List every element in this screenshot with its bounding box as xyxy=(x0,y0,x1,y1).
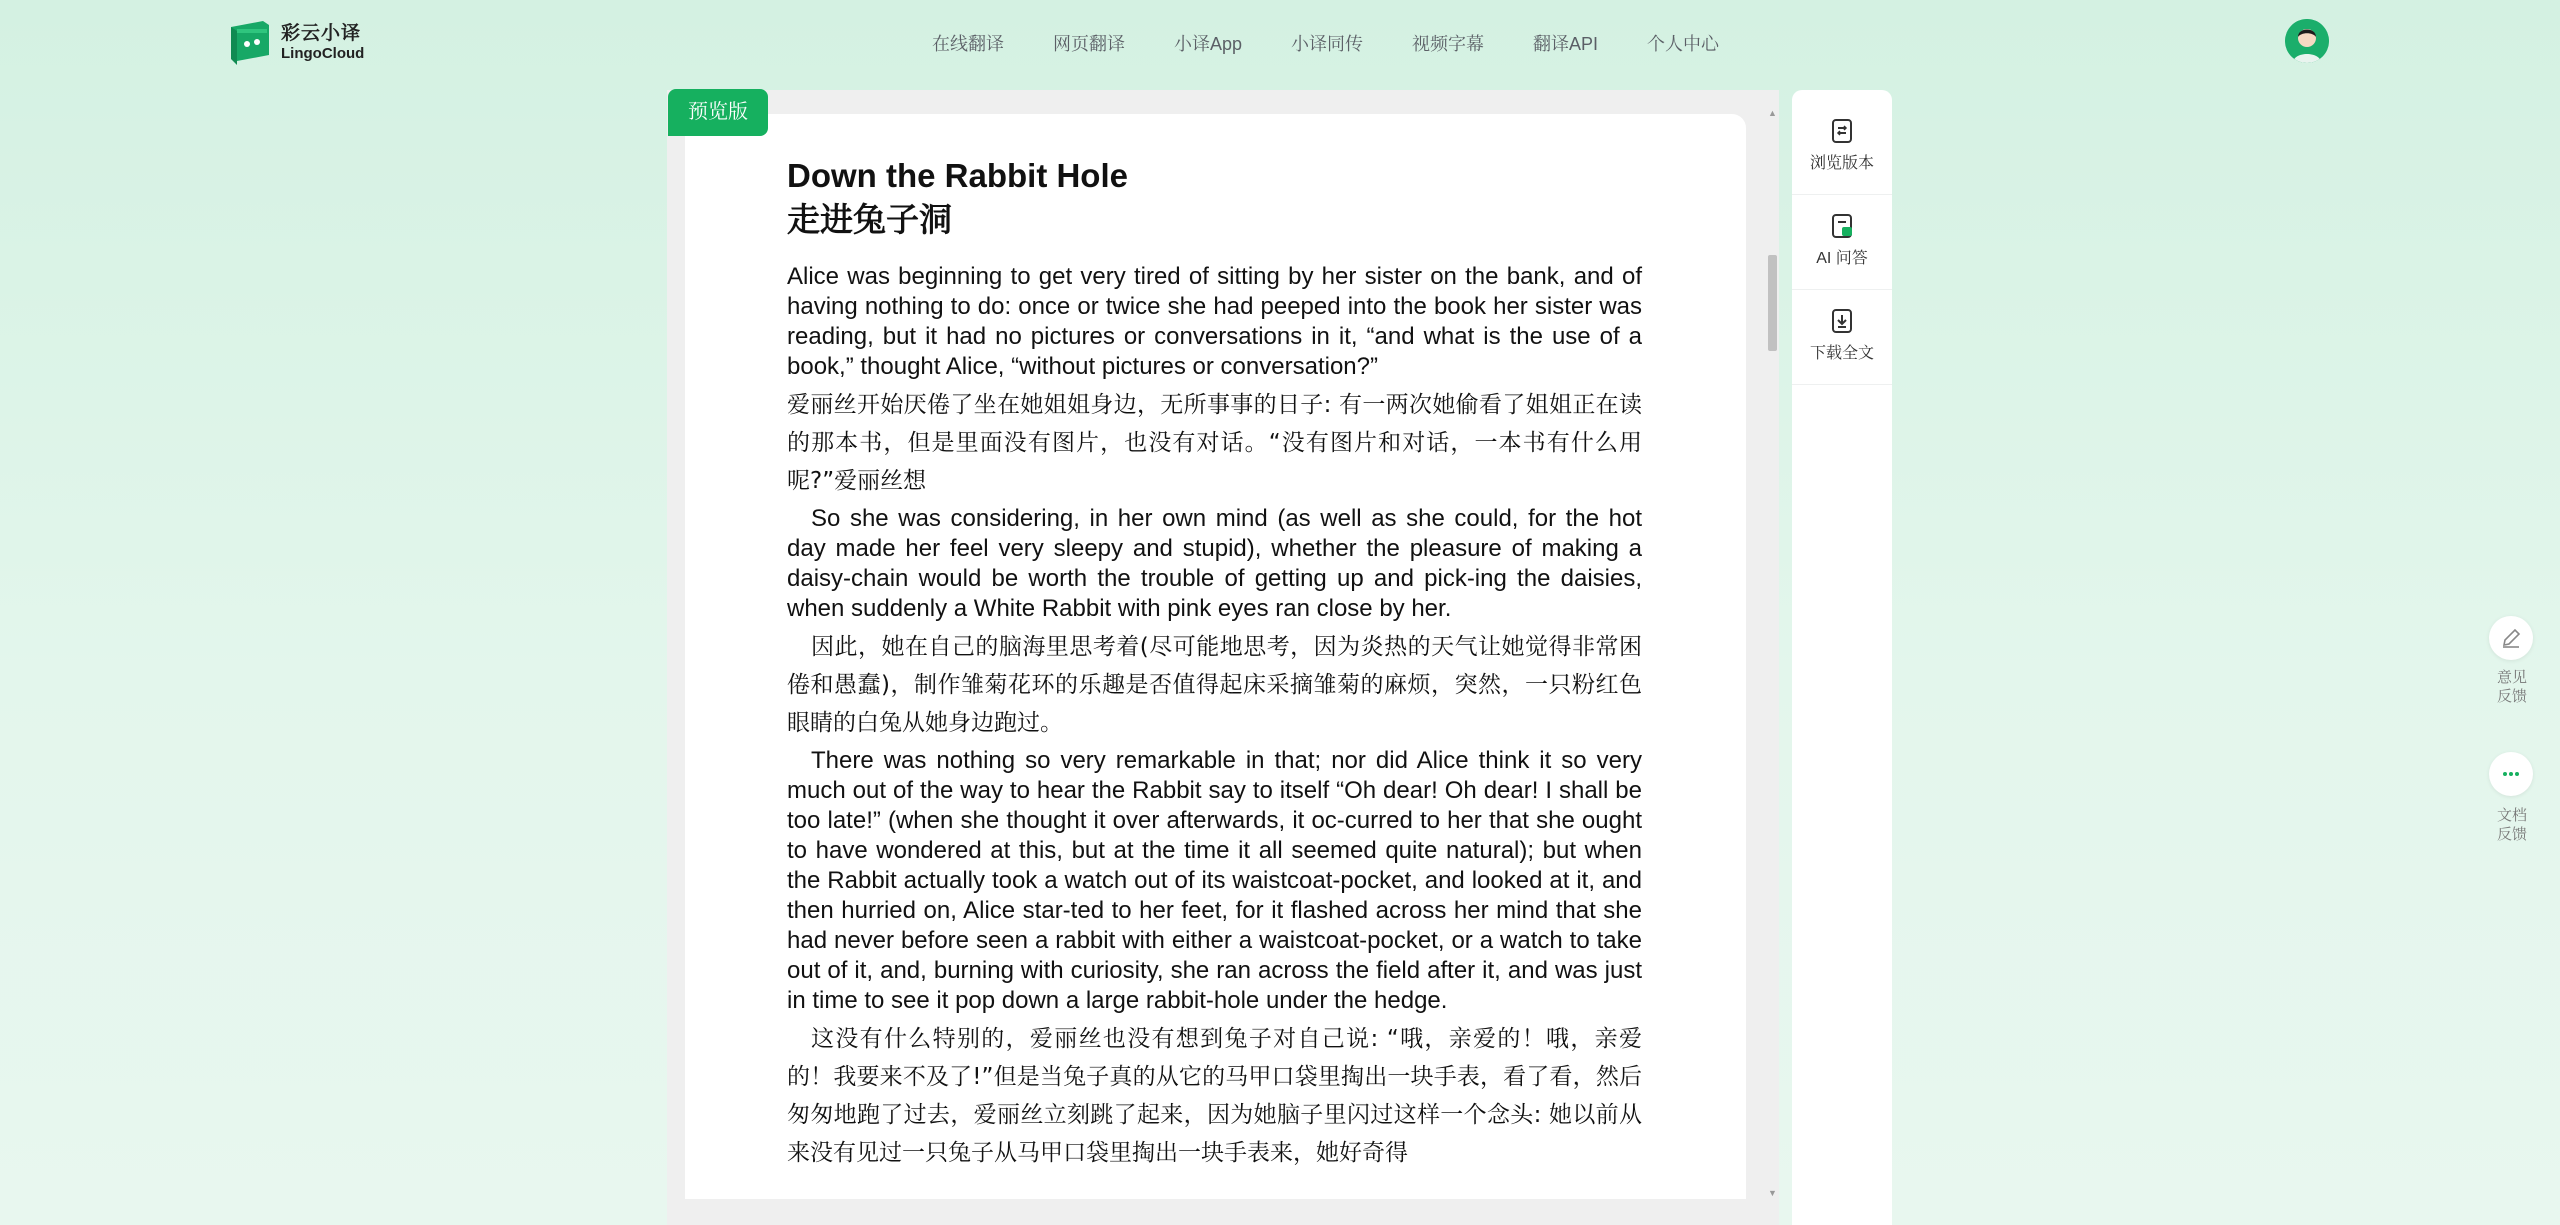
brand-logo[interactable] xyxy=(229,19,364,67)
scroll-up-icon[interactable]: ▲ xyxy=(1768,108,1777,118)
opinion-feedback-button[interactable] xyxy=(2489,616,2533,660)
more-icon xyxy=(2489,752,2533,796)
document-feedback-label: 文档 反馈 xyxy=(2496,807,2527,843)
paragraph-en-2: So she was considering, in her own mind (as well as she could, for the hot day made her feel very sleepy and stupid), whether the pleasure of making a daisy-chain would be worth the trouble of getting up and pick-ing the daisies, when suddenly a White Rabbit with pink eyes ran close by her. xyxy=(787,505,1642,622)
ai-qa-button[interactable] xyxy=(1792,195,1892,290)
opinion-feedback-label: 意见 反馈 xyxy=(2496,669,2527,705)
doc-title-cn: 走进兔子洞 xyxy=(787,200,952,239)
nav-app[interactable]: 小译App xyxy=(1174,34,1243,54)
browse-version-label: 浏览版本 xyxy=(1809,155,1874,172)
paragraph-cn-1: 爱丽丝开始厌倦了坐在她姐姐身边，无所事事的日子: 有一两次她偷看了姐姐正在读的那本书，但是里面没有图片，也没有对话。“没有图片和对话，一本书有什么用呢?”爱丽丝想 xyxy=(787,392,1642,494)
brand-name-en: LingoCloud xyxy=(281,45,365,63)
download-icon xyxy=(1830,308,1854,334)
browse-version-button[interactable] xyxy=(1792,100,1892,195)
download-full-button[interactable] xyxy=(1792,290,1892,385)
ai-chat-icon xyxy=(1830,213,1854,239)
nav-simultaneous[interactable]: 小译同传 xyxy=(1291,34,1364,54)
side-toolbar xyxy=(1792,90,1892,1225)
document-feedback-button[interactable] xyxy=(2489,752,2533,796)
scroll-down-icon[interactable]: ▼ xyxy=(1768,1188,1777,1198)
paragraph-cn-2: 因此，她在自己的脑海里思考着(尽可能地思考，因为炎热的天气让她觉得非常困倦和愚蠢)，制作雏菊花环的乐趣是否值得起床采摘雏菊的麻烦，突然，一只粉红色眼睛的白兔从她身边跑过。 xyxy=(787,634,1642,736)
document-content xyxy=(787,154,1642,1176)
nav-online-translate[interactable]: 在线翻译 xyxy=(932,34,1004,54)
brand-name-cn: 彩云小译 xyxy=(281,22,362,44)
paragraph-en-1: Alice was beginning to get very tired of sitting by her sister on the bank, and of having nothing to do: once or twice she had peeped into the book her sister was reading, but it had no pictures or conversations in it, “and what is the use of a book,” thought Alice, “without pictures or conversation?” xyxy=(787,263,1642,380)
nav-api[interactable]: 翻译API xyxy=(1533,34,1599,54)
top-header xyxy=(0,0,2560,90)
logo-icon xyxy=(229,19,271,67)
download-full-label: 下载全文 xyxy=(1809,345,1874,362)
avatar-icon xyxy=(2285,19,2329,63)
doc-title-en: Down the Rabbit Hole xyxy=(787,157,1128,194)
user-avatar[interactable] xyxy=(2285,19,2329,63)
preview-badge: 预览版 xyxy=(668,89,768,136)
document-page xyxy=(685,114,1746,1199)
ai-qa-label: AI 问答 xyxy=(1816,250,1868,267)
document-icon xyxy=(1830,118,1854,144)
nav-video-subtitle[interactable]: 视频字幕 xyxy=(1412,34,1485,54)
edit-icon xyxy=(2489,616,2533,660)
paragraph-cn-3: 这没有什么特别的，爱丽丝也没有想到兔子对自己说: “哦，亲爱的！哦，亲爱的！我要来不及了!”但是当兔子真的从它的马甲口袋里掏出一块手表，看了看，然后匆匆地跑了过去，爱丽丝立刻跳了起来，因为她脑子里闪过这样一个念头: 她以前从来没有见过一只兔子从马甲口袋里掏出一块手表来，她好奇得 xyxy=(787,1026,1642,1166)
scrollbar-thumb[interactable] xyxy=(1768,255,1777,351)
paragraph-en-3: There was nothing so very remarkable in that; nor did Alice think it so very much out of the way to hear the Rabbit say to itself “Oh dear! Oh dear! I shall be too late!” (when she thought it over afterwards, it oc-curred to her that she ought to have wondered at this, but at the time it all seemed quite natural); but when the Rabbit actually took a watch out of its waistcoat-pocket, and looked at it, and then hurried on, Alice star-ted to her feet, for it flashed across her mind that she had never before seen a rabbit with either a waistcoat-pocket, or a watch to take out of it, and, burning with curiosity, she ran across the field after it, and was just in time to see it pop down a large rabbit-hole under the hedge. xyxy=(787,747,1642,1014)
nav-web-translate[interactable]: 网页翻译 xyxy=(1053,34,1125,54)
nav-user-center[interactable]: 个人中心 xyxy=(1647,34,1720,54)
